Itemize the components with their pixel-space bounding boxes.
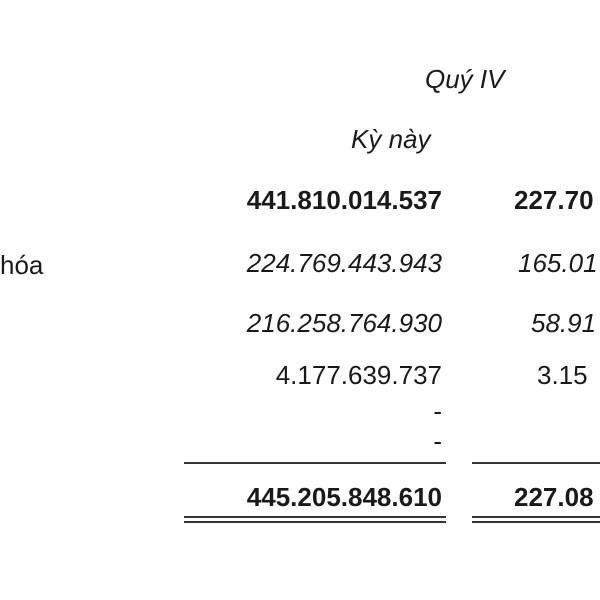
prior-total-value: 227.08 — [514, 482, 594, 512]
current-row2-value: 224.769.443.943 — [246, 248, 442, 278]
current-total-double-rule-bottom — [184, 521, 446, 523]
current-row6-value: - — [433, 426, 442, 456]
current-row4-value: 4.177.639.737 — [275, 360, 442, 390]
current-subtotal-rule — [184, 462, 446, 464]
current-column-header: Kỳ này — [351, 124, 431, 154]
current-row1-value: 441.810.014.537 — [246, 185, 442, 215]
prior-subtotal-rule — [472, 462, 600, 464]
current-row3-value: 216.258.764.930 — [246, 308, 442, 338]
row2-label: hóa — [0, 250, 44, 280]
prior-row4-value: 3.15 — [537, 360, 588, 390]
current-total-value: 445.205.848.610 — [246, 482, 442, 512]
prior-row1-value: 227.70 — [514, 185, 594, 215]
prior-row3-value: 58.91 — [531, 308, 597, 338]
prior-row2-value: 165.01 — [518, 248, 598, 278]
period-title: Quý IV — [425, 64, 505, 94]
prior-total-double-rule-bottom — [472, 521, 600, 523]
prior-total-double-rule-top — [472, 516, 600, 518]
current-total-double-rule-top — [184, 516, 446, 518]
current-row5-value: - — [433, 396, 442, 426]
